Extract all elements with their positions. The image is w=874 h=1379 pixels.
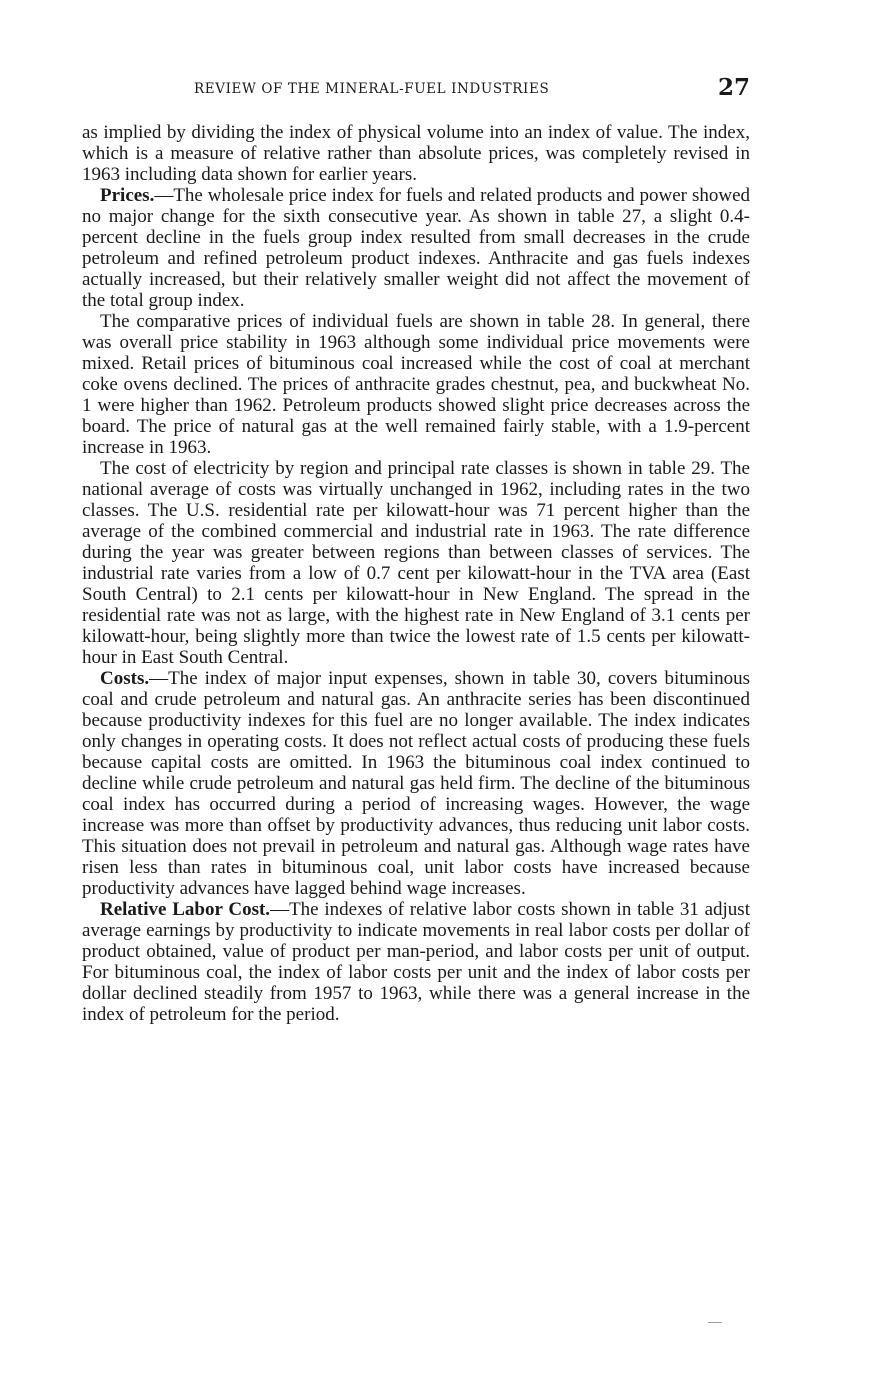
section-heading-prices: Prices. <box>100 185 155 206</box>
paragraph-costs-text: —The index of major input expenses, shown in table 30, covers bituminous coal and crude petroleum and natural gas. An anthracite series has been discontinued because productivity indexes for this fuel are no longer available. The index indicates only changes in operating costs. It does not reflect actual costs of producing these fuels because capital costs are omitted. In 1963 the bituminous coal index continued to decline while crude petroleum and natural gas held firm. The decline of the bituminous coal index has occurred during a period of increasing wages. However, the wage increase was more than offset by productivity advances, thus reducing unit labor costs. This situation does not prevail in petroleum and natural gas. Although wage rates have risen less than rates in bituminous coal, unit labor costs have increased because productivity advances have lagged behind wage increases. <box>82 668 750 899</box>
paragraph-relative-labor-cost <box>82 899 750 1025</box>
paragraph-intro <box>82 122 750 185</box>
paragraph-electricity-cost-text: The cost of electricity by region and principal rate classes is shown in table 29. The national average of costs was virtually unchanged in 1962, including rates in the two classes. The U.S. residential rate per kilowatt-hour was 71 percent higher than the average of the combined commercial and industrial rate in 1963. The rate difference during the year was greater between regions than between classes of services. The industrial rate varies from a low of 0.7 cent per kilowatt-hour in the TVA area (East South Central) to 2.1 cents per kilowatt-hour in New England. The spread in the residential rate was not as large, with the highest rate in New England of 3.1 cents per kilowatt-hour, being slightly more than twice the lowest rate of 1.5 cents per kilowatt-hour in East South Central. <box>82 458 750 668</box>
paragraph-electricity-cost <box>82 458 750 668</box>
section-heading-costs: Costs. <box>100 668 150 689</box>
running-header <box>82 74 750 104</box>
paragraph-costs <box>82 668 750 899</box>
page-number: 27 <box>717 74 750 101</box>
body-text <box>82 122 750 1025</box>
page-bottom-mark <box>708 1322 722 1323</box>
paragraph-intro-text: as implied by dividing the index of physical volume into an index of value. The index, which is a measure of relative rather than absolute prices, was completely revised in 1963 including data shown for earlier years. <box>82 122 750 185</box>
paragraph-relative-labor-cost-text: —The indexes of relative labor costs shown in table 31 adjust average earnings by productivity to indicate movements in real labor costs per dollar of product obtained, value of product per man-period, and labor costs per unit of output. For bituminous coal, the index of labor costs per unit and the index of labor costs per dollar declined steadily from 1957 to 1963, while there was a general increase in the index of petroleum for the period. <box>82 899 750 1025</box>
running-title: REVIEW OF THE MINERAL-FUEL INDUSTRIES <box>194 81 550 97</box>
section-heading-relative-labor-cost: Relative Labor Cost. <box>100 899 271 920</box>
paragraph-prices <box>82 185 750 311</box>
paragraph-comparative-prices <box>82 311 750 458</box>
paragraph-prices-text: —The wholesale price index for fuels and related products and power showed no major change for the sixth consecutive year. As shown in table 27, a slight 0.4-percent decline in the fuels group index resulted from small decreases in the crude petroleum and refined petroleum product indexes. Anthracite and gas fuels indexes actually increased, but their relatively smaller weight did not affect the movement of the total group index. <box>82 185 750 311</box>
paragraph-comparative-prices-text: The comparative prices of individual fuels are shown in table 28. In general, there was overall price stability in 1963 although some individual price movements were mixed. Retail prices of bituminous coal increased while the cost of coal at merchant coke ovens declined. The prices of anthracite grades chestnut, pea, and buckwheat No. 1 were higher than 1962. Petroleum products showed slight price decreases across the board. The price of natural gas at the well remained fairly stable, with a 1.9-percent increase in 1963. <box>82 311 750 458</box>
